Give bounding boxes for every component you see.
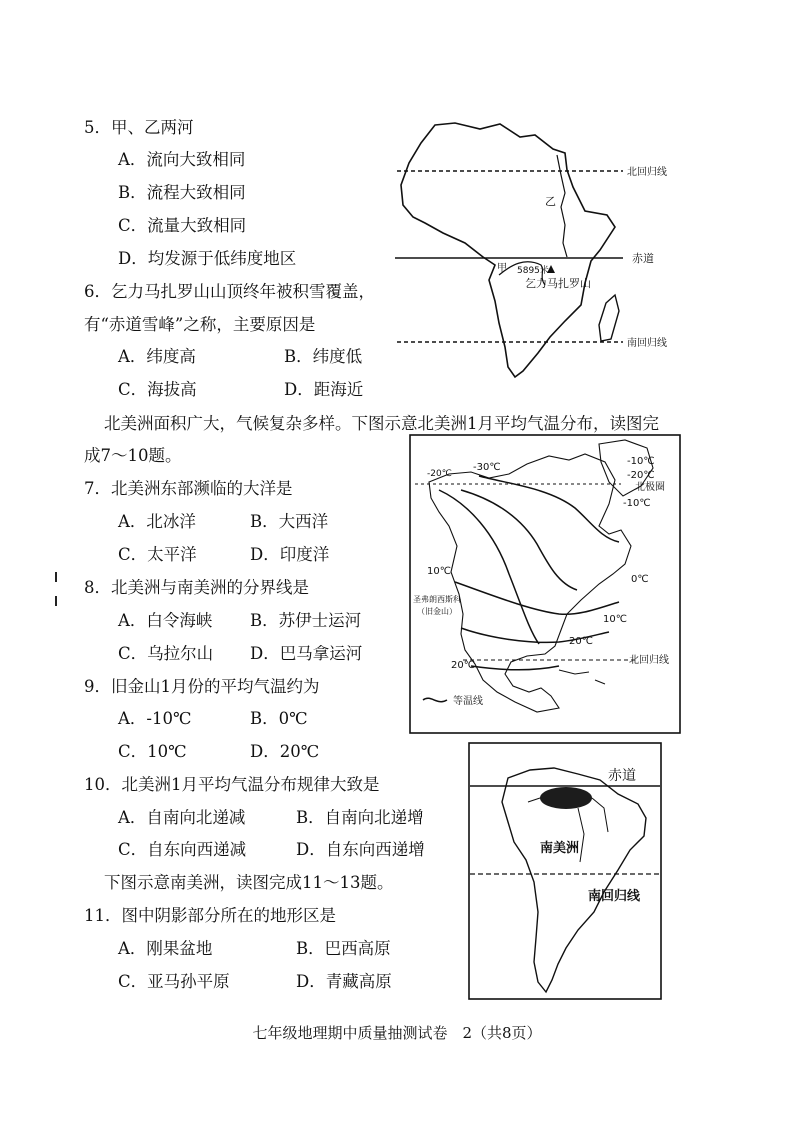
q10-stem: 10．北美洲1月平均气温分布规律大致是 — [84, 775, 380, 794]
na-intro-line1: 北美洲面积广大，气候复杂多样。下图示意北美洲1月平均气温分布，读图完 — [104, 414, 659, 433]
madagascar — [599, 295, 619, 341]
na-iso-m20: -20℃ — [427, 469, 452, 479]
q8-stem: 8．北美洲与南美洲的分界线是 — [84, 578, 309, 597]
africa-label-tropic-s: 南回归线 — [627, 338, 667, 349]
na-iso-10a: 10℃ — [427, 566, 451, 577]
q11-stem: 11．图中阴影部分所在的地形区是 — [84, 906, 336, 925]
q10-option-b[interactable]: B．自南向北递增 — [296, 808, 424, 827]
south-america-map — [468, 742, 662, 1000]
na-iso-10b: 10℃ — [603, 614, 627, 625]
q7-option-c[interactable]: C．太平洋 — [118, 545, 197, 564]
q10-option-d[interactable]: D．自东向西递增 — [296, 840, 425, 859]
q7-option-b[interactable]: B．大西洋 — [250, 512, 329, 531]
q6-stem-line2: 有“赤道雪峰”之称，主要原因是 — [84, 315, 316, 334]
africa-label-tropic-n: 北回归线 — [627, 167, 667, 178]
africa-label-river-yi: 乙 — [545, 195, 556, 208]
q9-stem: 9．旧金山1月份的平均气温约为 — [84, 677, 320, 696]
q5-option-d[interactable]: D．均发源于低纬度地区 — [118, 249, 297, 268]
margin-mark — [55, 572, 57, 582]
q7-option-d[interactable]: D．印度洋 — [250, 545, 330, 564]
page-footer: 七年级地理期中质量抽测试卷 2（共8页） — [252, 1024, 542, 1042]
na-iso-20a: 20℃ — [569, 636, 593, 647]
sa-intro: 下图示意南美洲，读图完成11～13题。 — [104, 873, 394, 892]
q6-option-a[interactable]: A．纬度高 — [118, 347, 196, 366]
q8-option-b[interactable]: B．苏伊士运河 — [250, 611, 362, 630]
margin-mark — [55, 596, 57, 606]
q11-option-a[interactable]: A．刚果盆地 — [118, 939, 213, 958]
q6-option-c[interactable]: C．海拔高 — [118, 380, 197, 399]
q5-option-c[interactable]: C．流量大致相同 — [118, 216, 247, 235]
q9-option-c[interactable]: C．10℃ — [118, 742, 187, 761]
na-arctic-circle: 北极圈 — [635, 482, 665, 493]
legend-line — [423, 698, 447, 701]
q11-option-b[interactable]: B．巴西高原 — [296, 939, 391, 958]
sa-label-tropic-s: 南回归线 — [588, 889, 641, 904]
q9-option-b[interactable]: B．0℃ — [250, 709, 308, 728]
africa-label-river-jia: 甲 — [497, 263, 507, 274]
q9-option-a[interactable]: A．-10℃ — [118, 709, 192, 728]
q10-option-a[interactable]: A．自南向北递减 — [118, 808, 246, 827]
africa-outline — [401, 123, 615, 377]
q8-option-a[interactable]: A．白令海峡 — [118, 611, 213, 630]
na-intro-line2: 成7～10题。 — [84, 446, 182, 465]
na-iso-m20b: -20℃ — [627, 470, 655, 481]
q7-option-a[interactable]: A．北冰洋 — [118, 512, 196, 531]
africa-map — [395, 115, 685, 387]
q6-stem-line1: 6．乞力马扎罗山山顶终年被积雪覆盖， — [84, 282, 375, 301]
q5-stem: 5．甲、乙两河 — [84, 118, 194, 137]
na-tropic-n: 北回归线 — [629, 655, 669, 666]
africa-label-peak: 乞力马扎罗山 — [525, 277, 591, 290]
africa-label-equator: 赤道 — [632, 252, 654, 265]
caribbean — [559, 670, 605, 684]
q7-stem: 7．北美洲东部濒临的大洋是 — [84, 479, 293, 498]
q11-option-c[interactable]: C．亚马孙平原 — [118, 972, 230, 991]
q5-option-b[interactable]: B．流程大致相同 — [118, 183, 246, 202]
na-sf-old: （旧金山） — [417, 607, 457, 616]
na-sf-name: 圣弗朗西斯科 — [413, 595, 461, 604]
sa-label-continent: 南美洲 — [540, 841, 580, 856]
q8-option-d[interactable]: D．巴马拿运河 — [250, 644, 363, 663]
na-iso-m10-top: -10℃ — [627, 456, 655, 467]
north-america-map — [409, 434, 681, 734]
q11-option-d[interactable]: D．青藏高原 — [296, 972, 392, 991]
q9-option-d[interactable]: D．20℃ — [250, 742, 320, 761]
sa-label-equator: 赤道 — [608, 768, 636, 784]
q6-option-b[interactable]: B．纬度低 — [284, 347, 363, 366]
q6-option-d[interactable]: D．距海近 — [284, 380, 364, 399]
q5-option-a[interactable]: A．流向大致相同 — [118, 150, 246, 169]
na-iso-20b: 20℃ — [451, 660, 475, 671]
amazon-shaded-region — [540, 787, 592, 809]
na-legend-label: 等温线 — [453, 696, 483, 707]
na-iso-m10: -10℃ — [623, 498, 651, 509]
na-iso-m30: -30℃ — [473, 462, 501, 473]
q10-option-c[interactable]: C．自东向西递减 — [118, 840, 247, 859]
africa-label-height: 5895米 — [517, 266, 549, 276]
na-iso-0: 0℃ — [631, 574, 649, 585]
q8-option-c[interactable]: C．乌拉尔山 — [118, 644, 214, 663]
